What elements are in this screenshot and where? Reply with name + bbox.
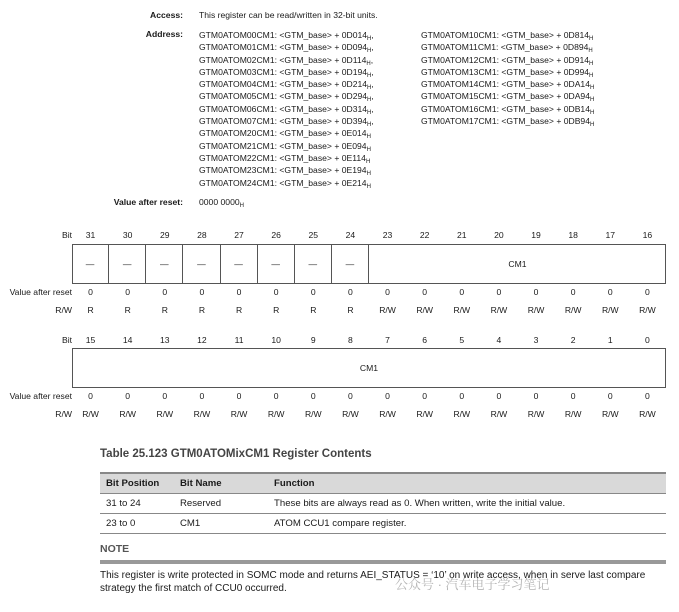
reset-value: 0 bbox=[348, 287, 353, 297]
rw-value: R/W bbox=[490, 305, 508, 315]
rw-value: R/W bbox=[453, 409, 471, 419]
reset-value: 0 bbox=[570, 391, 576, 401]
bit-number: 12 bbox=[197, 335, 207, 345]
address-entry: GTM0ATOM06CM1: <GTM_base> + $0D314_H$, bbox=[199, 103, 374, 116]
bit-number: 7 bbox=[385, 335, 390, 345]
bit-number: 17 bbox=[605, 230, 616, 240]
reset-value: 0 bbox=[88, 391, 93, 401]
reset-value: 0 bbox=[125, 391, 131, 401]
address-entry: GTM0ATOM24CM1: <GTM_base> + $0E214_H$ bbox=[199, 177, 371, 190]
rw-value: R bbox=[161, 305, 168, 315]
cell-bit-name: CM1 bbox=[174, 514, 268, 534]
bit-number: 9 bbox=[310, 335, 316, 345]
bit-number: 24 bbox=[345, 230, 356, 240]
reserved-bit-cell: — bbox=[258, 245, 295, 283]
bit-number: 18 bbox=[568, 230, 578, 240]
note-title: NOTE bbox=[100, 543, 130, 555]
register-contents-table bbox=[100, 472, 666, 534]
access-label: Access: bbox=[150, 10, 183, 20]
rw-value: R/W bbox=[564, 305, 582, 315]
rw-value: R/W bbox=[416, 305, 434, 315]
bit-number: 16 bbox=[642, 230, 653, 240]
rw-value: R bbox=[273, 305, 280, 315]
reserved-bit-cell: — bbox=[183, 245, 220, 283]
cell-function: ATOM CCU1 compare register. bbox=[268, 514, 666, 534]
rw-value: R/W bbox=[193, 409, 211, 419]
bit-number: 20 bbox=[494, 230, 504, 240]
bit-number: 11 bbox=[234, 335, 244, 345]
reset-row-label-upper: Value after reset bbox=[9, 287, 72, 297]
bit-number: 22 bbox=[419, 230, 430, 240]
address-entry: GTM0ATOM11CM1: <GTM_base> + $0D894_H$ bbox=[421, 42, 593, 55]
address-entry: GTM0ATOM01CM1: <GTM_base> + $0D094_H$, bbox=[199, 42, 374, 55]
rw-value: R/W bbox=[453, 305, 471, 315]
rw-value: R/W bbox=[304, 409, 322, 419]
bit-number: 13 bbox=[160, 335, 170, 345]
rw-value: R/W bbox=[490, 409, 508, 419]
bit-label-upper: Bit bbox=[61, 230, 72, 240]
bit-number: 21 bbox=[457, 230, 467, 240]
bit-number: 23 bbox=[382, 230, 393, 240]
bit-number: 2 bbox=[570, 335, 576, 345]
bit-number: 5 bbox=[459, 335, 465, 345]
address-label: Address: bbox=[145, 29, 183, 39]
note-divider bbox=[100, 560, 666, 564]
upper-register-box bbox=[72, 244, 666, 284]
reset-label: Value after reset: bbox=[113, 197, 183, 207]
address-entry: GTM0ATOM04CM1: <GTM_base> + $0D214_H$, bbox=[199, 79, 374, 92]
bit-number: 25 bbox=[308, 230, 319, 240]
reset-value: 0 bbox=[422, 287, 428, 297]
address-entry: GTM0ATOM22CM1: <GTM_base> + $0E114_H$ bbox=[199, 152, 371, 165]
reset-value: 0 bbox=[607, 391, 613, 401]
address-entry: GTM0ATOM12CM1: <GTM_base> + $0D914_H$ bbox=[421, 54, 594, 67]
rw-value: R/W bbox=[564, 409, 582, 419]
rw-value: R/W bbox=[639, 409, 656, 419]
table-row bbox=[100, 494, 666, 514]
reset-value: 0 bbox=[533, 391, 539, 401]
reset-value: 0 bbox=[88, 287, 93, 297]
rw-value: R bbox=[347, 305, 354, 315]
rw-value: R bbox=[124, 305, 131, 315]
reset-value: 0 bbox=[496, 287, 502, 297]
reserved-bit-cell: — bbox=[146, 245, 183, 283]
bit-number: 6 bbox=[422, 335, 428, 345]
reserved-bit-cell: — bbox=[109, 245, 146, 283]
table-row bbox=[100, 514, 666, 534]
note-text: This register is write protected in SOMC mode and returns AEI_STATUS = ‘10’ on write access, when in serve last compare strategy the first match of CCU0 occurred. bbox=[100, 570, 646, 594]
bit-number: 28 bbox=[197, 230, 207, 240]
cm1-field: CM1 bbox=[359, 363, 379, 373]
reset-value: 0 bbox=[199, 391, 205, 401]
reset-value: 0 bbox=[422, 391, 428, 401]
rw-value: R bbox=[310, 305, 317, 315]
address-entry: GTM0ATOM17CM1: <GTM_base> + $0DB94_H$ bbox=[421, 116, 595, 129]
bit-number: 26 bbox=[271, 230, 281, 240]
rw-value: R/W bbox=[379, 305, 396, 315]
table-title: Table 25.123 GTM0ATOMixCM1 Register Contents bbox=[100, 448, 372, 460]
reserved-bit-cell: — bbox=[72, 245, 109, 283]
reset-value: 0 bbox=[385, 391, 390, 401]
bit-number: 3 bbox=[533, 335, 539, 345]
rw-value: R/W bbox=[601, 409, 619, 419]
bit-number: 30 bbox=[122, 230, 133, 240]
address-entry: GTM0ATOM00CM1: <GTM_base> + $0D014_H$, bbox=[199, 30, 374, 42]
reset-value: 0 bbox=[533, 287, 539, 297]
reset-value: 0000 $0000_H$ bbox=[199, 197, 244, 209]
address-entry: GTM0ATOM14CM1: <GTM_base> + $0DA14_H$ bbox=[421, 79, 595, 92]
bit-number: 31 bbox=[85, 230, 96, 240]
address-entry: GTM0ATOM16CM1: <GTM_base> + $0DB14_H$ bbox=[421, 103, 595, 116]
address-entry: GTM0ATOM21CM1: <GTM_base> + $0E094_H$ bbox=[199, 140, 371, 153]
reserved-bit-cell: — bbox=[295, 245, 332, 283]
reset-value: 0 bbox=[645, 287, 650, 297]
watermark-text: 公众号 · 汽车电子学习笔记 bbox=[395, 577, 550, 592]
reset-value: 0 bbox=[162, 287, 168, 297]
rw-value: R/W bbox=[416, 409, 434, 419]
address-list-right bbox=[421, 29, 594, 127]
reset-value: 0 bbox=[125, 287, 131, 297]
header-function: Function bbox=[268, 473, 666, 494]
cell-bit-position: 23 to 0 bbox=[100, 514, 174, 534]
address-entry: GTM0ATOM23CM1: <GTM_base> + $0E194_H$ bbox=[199, 165, 371, 178]
reset-value: 0 bbox=[310, 391, 316, 401]
rw-value: R/W bbox=[379, 409, 396, 419]
address-entry: GTM0ATOM13CM1: <GTM_base> + $0D994_H$ bbox=[421, 66, 594, 79]
reserved-bit-cell: — bbox=[221, 245, 258, 283]
reset-value: 0 bbox=[607, 287, 613, 297]
address-entry: GTM0ATOM05CM1: <GTM_base> + $0D294_H$, bbox=[199, 91, 374, 104]
reset-value: 0 bbox=[236, 287, 242, 297]
reset-value: 0 bbox=[459, 287, 465, 297]
address-list-left bbox=[199, 29, 374, 189]
address-entry: GTM0ATOM20CM1: <GTM_base> + $0E014_H$ bbox=[199, 128, 371, 141]
reset-row-label-lower: Value after reset bbox=[9, 391, 72, 401]
rw-value: R/W bbox=[119, 409, 137, 419]
rw-value: R/W bbox=[527, 305, 545, 315]
access-text: This register can be read/written in 32-bit units. bbox=[199, 10, 378, 20]
bit-number: 14 bbox=[122, 335, 133, 345]
address-entry: GTM0ATOM15CM1: <GTM_base> + $0DA94_H$ bbox=[421, 91, 595, 104]
lower-register-box bbox=[72, 348, 666, 388]
bit-number: 8 bbox=[348, 335, 353, 345]
bit-number: 27 bbox=[234, 230, 244, 240]
reset-value: 0 bbox=[385, 287, 390, 297]
bit-number: 29 bbox=[160, 230, 170, 240]
rw-row-label-lower: R/W bbox=[55, 409, 72, 419]
reset-value: 0 bbox=[162, 391, 168, 401]
reset-value: 0 bbox=[310, 287, 316, 297]
rw-value: R/W bbox=[639, 305, 656, 315]
rw-value: R bbox=[235, 305, 243, 315]
cell-function: These bits are always read as 0. When written, write the initial value. bbox=[268, 494, 666, 514]
cm1-field: CM1 bbox=[508, 259, 527, 269]
bit-number: 0 bbox=[645, 335, 650, 345]
reset-value: 0 bbox=[348, 391, 353, 401]
rw-value: R bbox=[198, 305, 206, 315]
bit-number: 4 bbox=[496, 335, 502, 345]
cell-bit-position: 31 to 24 bbox=[100, 494, 174, 514]
address-entry: GTM0ATOM10CM1: <GTM_base> + $0D814_H$ bbox=[421, 30, 594, 42]
address-entry: GTM0ATOM03CM1: <GTM_base> + $0D194_H$, bbox=[199, 66, 374, 79]
reset-value: 0 bbox=[273, 287, 279, 297]
reset-value: 0 bbox=[496, 391, 502, 401]
header-bit-name: Bit Name bbox=[174, 473, 268, 494]
address-entry: GTM0ATOM07CM1: <GTM_base> + $0D394_H$, bbox=[199, 116, 374, 129]
bit-number: 10 bbox=[271, 335, 281, 345]
rw-value: R bbox=[87, 305, 94, 315]
rw-value: R/W bbox=[82, 409, 99, 419]
table-header-row bbox=[100, 473, 666, 494]
reset-value: 0 bbox=[570, 287, 576, 297]
rw-value: R/W bbox=[230, 409, 248, 419]
reset-value: 0 bbox=[236, 391, 242, 401]
rw-value: R/W bbox=[601, 305, 619, 315]
address-entry: GTM0ATOM02CM1: <GTM_base> + $0D114_H$, bbox=[199, 54, 374, 67]
bit-label-lower: Bit bbox=[61, 335, 72, 345]
rw-value: R/W bbox=[342, 409, 359, 419]
reset-value: 0 bbox=[645, 391, 650, 401]
header-bit-position: Bit Position bbox=[100, 473, 174, 494]
bit-number: 19 bbox=[531, 230, 541, 240]
rw-value: R/W bbox=[156, 409, 174, 419]
rw-value: R/W bbox=[527, 409, 545, 419]
rw-value: R/W bbox=[267, 409, 285, 419]
reserved-bit-cell: — bbox=[332, 245, 369, 283]
bit-number: 1 bbox=[607, 335, 613, 345]
cell-bit-name: Reserved bbox=[174, 494, 268, 514]
reset-value: 0 bbox=[199, 287, 205, 297]
reset-value: 0 bbox=[459, 391, 465, 401]
bit-number: 15 bbox=[85, 335, 96, 345]
reset-value: 0 bbox=[273, 391, 279, 401]
rw-row-label-upper: R/W bbox=[55, 305, 72, 315]
